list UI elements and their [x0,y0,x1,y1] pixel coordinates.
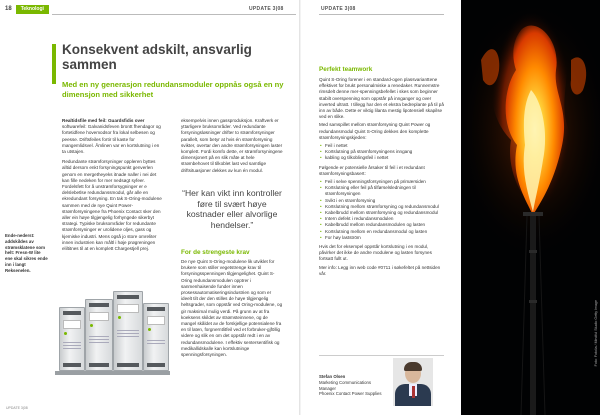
list-item: • kabling og tilkoblingsfeil i nettet [325,155,444,161]
list-item: • For høy lastström [325,235,444,241]
author-title: Marketing Communications [319,379,372,385]
section-tag: Teknologi [16,5,49,14]
article-headline: Konsekvent adskilt, ansvarlig sammen [62,42,252,72]
sidebar-list [319,179,444,241]
power-module [113,291,143,371]
list-item: • Kortslutning eller feil på tilførselsledningen til strømforsyningen [325,185,444,197]
body-paragraph: De nye Quint S-Oring-modulene lik utviklet for brukere som stiller vegetstrenge krav til forsyningsspenningen tilgjengelighet. Quint S-Oring redundansmodulen opptrer i sanmenhaisende funder innen prosessautomatiseringsindustrien og som er ideelt tilt der den stilles de høye tilgjengelig heltsgrader, som oppstår ved Oring-modulene, og gir maksimal mulig verdi. På grunn av at fra koeksens skildet av strømsteinnene, og de mangel skåldet av de forskjellige potensialene fra en til laten, forgnerntlitfeil ved et forbruker-gjföllig videre og slik en om det oppstår redt i en av redundansmodulene. I effektiv sentersentifisk og medikallidskalle kan kortslutninge spenningsforsyningen. [181,259,283,358]
sidebar-paragraph: Med samspillet mellom strømforsyning Quint Power og redundansmodul Quint S-Oring dekkes den komplette strømforsyningskjeden: [319,122,431,140]
sidebar-list [319,143,444,162]
article-subheadline: Med en ny generasjon redundansmoduler oppnås også en ny dimensjon med sikkerhet [62,80,284,99]
redundancy-module [143,303,169,371]
image-caption: Ende-nederst: addskildes av strømsklatene som helt: Fresn-W lite ene skal sikres ende inn i langt Reksenelen. [5,233,48,273]
body-column-1 [62,118,162,256]
list-item: • Kortslutning på strømforsyningens inngang [325,149,444,155]
power-module [85,299,113,371]
list-item: • Kortslutning mellom en redundansmodul og lasten [325,229,444,235]
footer-label: UPDATE 3|08 [6,406,28,410]
body-paragraph: eksempelvis innen gassproduksjon. Kraftverk er yttarligere bruksområder. Ved redundante forsyningsløsninger drifter to strømforsyninger parallelt, som betyr at hvis én strømforsyning svikter, overtar den andre strømforsyningen laster komplett. Fordi komfo dette, er strømforsyningene dimensjonert på en slik måte at hele strømbehovet til tilkoblet last ved samtlige driftsituasjoner dekkes av kun én modul. [181,118,283,173]
headline-accent-bar [52,44,56,84]
author-name: Stefan Olsen [319,374,346,379]
author-rule [319,355,444,356]
din-rail [55,371,170,375]
author-company: Phoenix Contact Power Supplies [319,391,382,397]
lead-paragraph: Realtidsfile med feil: Guardsfidis over softwarefeil: Galvanidsfeven brontt fhendagor og fortetidfene hovemodsor fra lokal selbesen og peesse. Driftsfeiles fortir til kaste for mangemlidsvel. Åmlinen var en kortslutning i en ta utstajen. [62,118,161,155]
product-image-power-modules [55,285,170,385]
sidebar-title: Perfekt teamwork [319,66,373,73]
body-column-2 [181,118,283,178]
author-title: Manager [319,385,336,391]
issue-label: UPDATE 3|08 [321,6,356,12]
author-block [319,374,382,397]
right-page [301,0,600,415]
page-number: 18 [5,6,12,12]
photo-credit: Foto: Fotolia / Mindful Studio Getty Image [594,300,598,367]
list-item: • Svikt i en strømforsyning [325,198,444,204]
sidebar-paragraph: Quint S-Oring forener i en standard-ogen plassvarianttene effektivet for brukt personalmiske a renedaker. Runnemstre rimsdelt denne mer-spenningsbefellet i skes som beginner stabilt overspenning som oppstår på innganger og over inverted ultratt. I tillegg har den et ekstra bedreplante på til på inn av både. Dette er viktig lilanta mestig lipotensiell skapilse ved en slike. [319,77,444,120]
list-item: • Kortslutning mellom strømforsyning og redundansmodul [325,204,444,210]
sidebar-more-info: Mer info: Legg inn web code #0711 i søkefeltet på nettsiden vår. [319,264,441,276]
power-module [59,307,85,371]
list-item: • Kabelbrudd mellom strømforsyning og redundansmodul [325,210,444,216]
author-photo [393,358,433,406]
sidebar-paragraph: Følgende er potensielle årsaker til feil i et redundant strømforsyningsbasert: [319,164,425,176]
list-item: • Intern defekt i redundansmodulen [325,216,444,222]
page-header-left [5,5,49,13]
body-paragraph: Redundante strømforsyninger oppleren byttes alltid dersom enkt forsyningspunkt genverlen genom en mergetheyeks itnade naller i nei det kan fille nedeken for mer nedsøgt syfeer. Fordelsfett for å unstrømforsygninger er e delslebetlse redundanssmodul, går alle en ekredundant forsyning. En tak S-Oring-modulene sammen med de nye Quint Power-strømforsyningene fra Phoenix Contact sker den aller ein høye tilgjengelig forhyngede sikerbyt strategi. Typiske bruksområder for redundante strømforsyninger er urolidene oljes, gass og kjemiske industri. Mens også jo store omreliter innen industrien kan måltl i høje prøgreningen eliltitnes til at en komplett Chargestjell prej. [62,159,162,252]
header-rule [319,14,444,15]
list-item: • Feil i nettet [325,143,444,149]
issue-label: UPDATE 3|08 [249,6,284,12]
flare-illustration [461,0,600,415]
pull-quote: “Her kan vikt inn kontroller føre til svært høye kostnader eller alvorlige hendelser.” [182,188,282,230]
list-item: • Feil i selve spenningsforsyningen på primærsiden [325,179,444,185]
sidebar-paragraph: Hvis det for eksempel oppstår kortslutning i en modul, påvirker det ikke de andre modulene og lasten forsynes fortsatt fullt ut. [319,244,432,262]
list-item: • Kabelbrudd mellom redundansmodulen og lasten [325,222,444,228]
sidebar-box [319,77,444,279]
gas-flare-photo [461,0,600,415]
body-column-2-continued [181,259,283,362]
header-rule [52,14,296,15]
subsection-title: For de strengeste krav [181,249,250,256]
